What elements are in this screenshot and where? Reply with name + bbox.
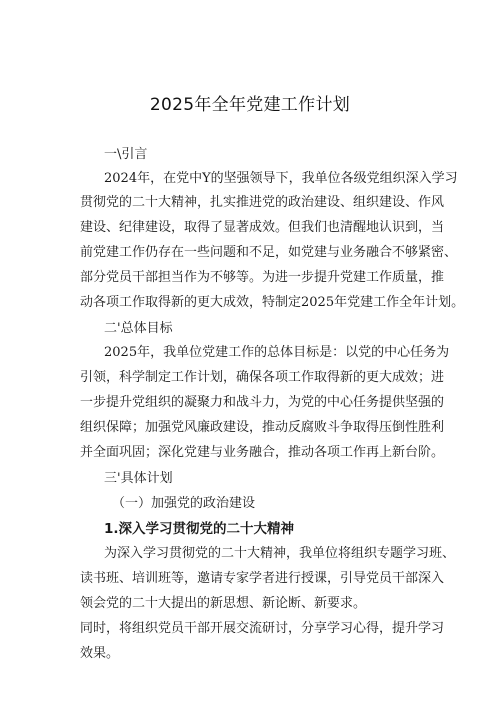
item-heading: 1.深入学习贯彻党的二十大精神: [104, 521, 295, 537]
paragraph-line: 读书班、培训班等，邀请专家学者进行授课，引导党员干部深入: [80, 571, 445, 586]
paragraph-line: 同时，将组织党员干部开展交流研讨，分享学习心得，提升学习: [80, 621, 445, 636]
subsection-heading: （一）加强党的政治建设: [112, 496, 256, 511]
paragraph-line: 2025年，我单位党建工作的总体目标是：以党的中心任务为: [104, 345, 450, 360]
paragraph-line: 组织保障；加强党风廉政建设，推动反腐败斗争取得压倒性胜利: [80, 420, 445, 435]
section-heading-goals: 二'总体目标: [104, 321, 173, 336]
paragraph-line: 建设、纪律建设，取得了显著成效。但我们也清醒地认识到，当: [80, 220, 445, 235]
section-heading-intro: 一\引言: [104, 147, 148, 162]
paragraph-line: 引领，科学制定工作计划，确保各项工作取得新的更大成效；进: [80, 370, 445, 385]
section-heading-plan: 三'具体计划: [104, 471, 173, 486]
paragraph-line: 动各项工作取得新的更大成效，特制定2025年党建工作全年计划。: [80, 295, 465, 310]
document-title: 2025年全年党建工作计划: [149, 95, 351, 115]
paragraph-line: 部分党员干部担当作为不够等。为进一步提升党建工作质量，推: [80, 270, 445, 285]
paragraph-line: 领会党的二十大提出的新思想、新论断、新要求。: [80, 596, 367, 611]
paragraph-line: 2024年，在党中Y的坚强领导下，我单位各级党组织深入学习: [104, 171, 458, 186]
paragraph-line: 前党建工作仍存在一些问题和不足，如党建与业务融合不够紧密、: [80, 245, 458, 260]
paragraph-line: 贯彻党的二十大精神，扎实推进党的政治建设、组织建设、作风: [80, 195, 445, 210]
paragraph-line: 效果。: [80, 646, 120, 661]
paragraph-line: 一步提升党组织的凝聚力和战斗力，为党的中心任务提供坚强的: [80, 395, 445, 410]
paragraph-line: 为深入学习贯彻党的二十大精神，我单位将组织专题学习班、: [104, 546, 456, 561]
paragraph-line: 并全面巩固；深化党建与业务融合，推动各项工作再上新台阶。: [80, 445, 445, 460]
